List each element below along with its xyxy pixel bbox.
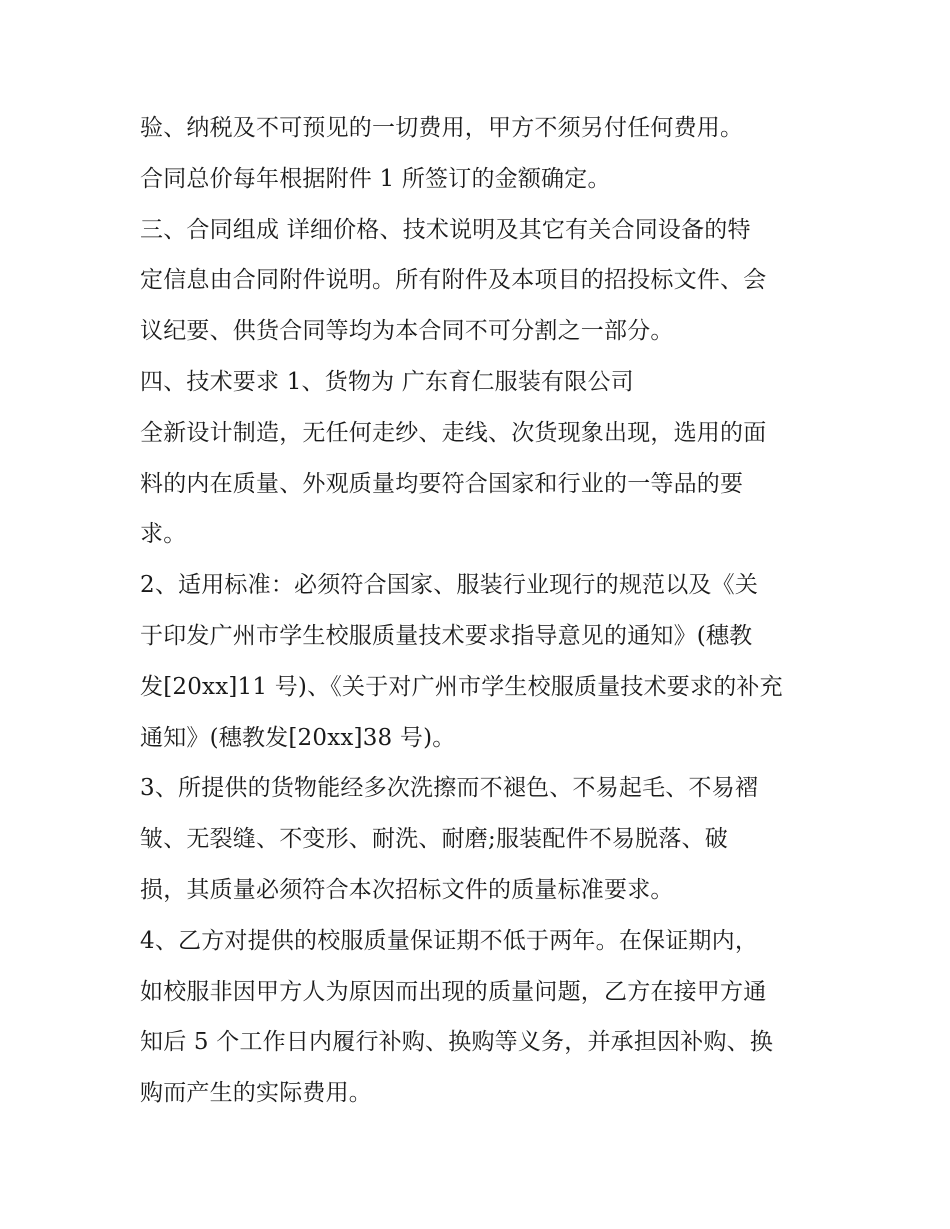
text-line: 损，其质量必须符合本次招标文件的质量标准要求。 bbox=[140, 876, 674, 903]
text-line: 全新设计制造，无任何走纱、走线、次货现象出现，选用的面 bbox=[140, 419, 767, 446]
text-line: 四、技术要求 1、货物为 广东育仁服装有限公司 bbox=[140, 368, 634, 395]
text-line: 求。 bbox=[140, 521, 187, 548]
text-line: 验、纳税及不可预见的一切费用，甲方不须另付任何费用。 bbox=[140, 115, 744, 141]
text-line: 知后 5 个工作日内履行补购、换购等义务，并承担因补购、换 bbox=[140, 1029, 774, 1056]
text-line: 定信息由合同附件说明。所有附件及本项目的招投标文件、会 bbox=[140, 267, 767, 294]
text-line: 三、合同组成 详细价格、技术说明及其它有关合同设备的特 bbox=[140, 216, 751, 243]
text-line: 购而产生的实际费用。 bbox=[140, 1080, 372, 1107]
text-line: 皱、无裂缝、不变形、耐洗、耐磨;服装配件不易脱落、破 bbox=[140, 826, 728, 853]
text-line: 2、适用标准：必须符合国家、服装行业现行的规范以及《关 bbox=[140, 572, 759, 599]
text-line: 通知》(穗教发[20xx]38 号)。 bbox=[140, 724, 456, 751]
text-line: 如校服非因甲方人为原因而出现的质量问题，乙方在接甲方通 bbox=[140, 978, 767, 1005]
document-body bbox=[140, 103, 820, 1119]
text-line: 4、乙方对提供的校服质量保证期不低于两年。在保证期内， bbox=[140, 927, 759, 954]
text-line: 料的内在质量、外观质量均要符合国家和行业的一等品的要 bbox=[140, 470, 744, 497]
text-line: 3、所提供的货物能经多次洗擦而不褪色、不易起毛、不易褶 bbox=[140, 775, 759, 802]
text-line: 议纪要、供货合同等均为本合同不可分割之一部分。 bbox=[140, 318, 674, 345]
text-line: 发[20xx]11 号)、《关于对广州市学生校服质量技术要求的补充 bbox=[140, 673, 783, 700]
text-line: 于印发广州市学生校服质量技术要求指导意见的通知》(穗教 bbox=[140, 622, 753, 649]
text-line: 合同总价每年根据附件 1 所签订的金额确定。 bbox=[140, 165, 611, 192]
